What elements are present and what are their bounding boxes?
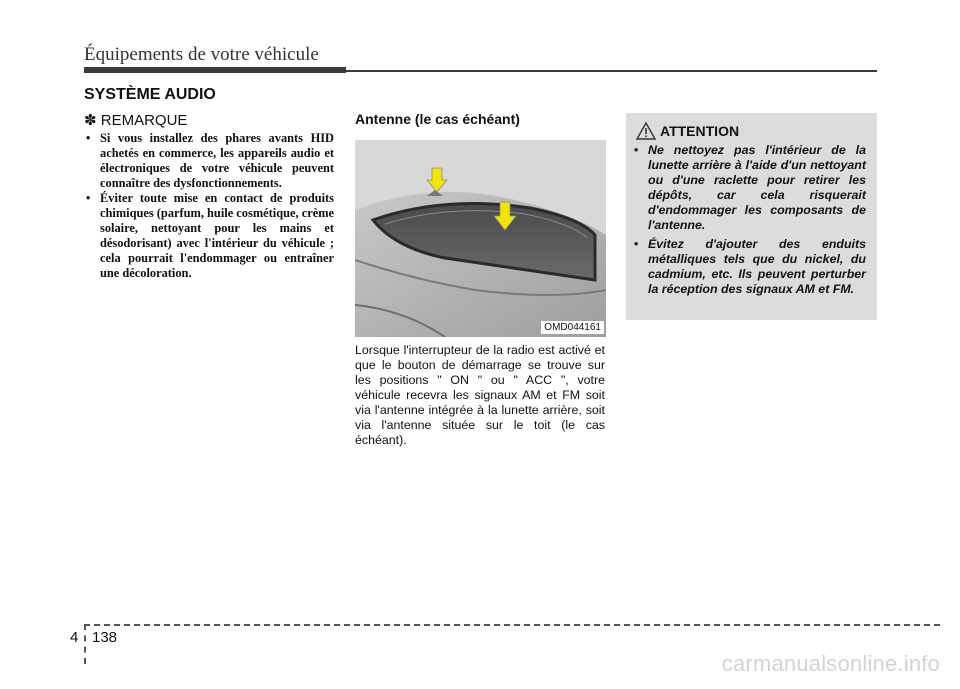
page-number: 138: [92, 629, 118, 646]
figure-code: OMD044161: [541, 321, 604, 334]
bullet-icon: •: [86, 131, 91, 145]
header-rule: [84, 67, 877, 73]
attention-box: [626, 113, 877, 320]
attention-header: [636, 122, 739, 140]
bullet-icon: •: [634, 143, 639, 157]
page-chapter-number: 4: [70, 629, 79, 646]
car-rear-window-figure: [355, 140, 606, 337]
attention-title: ATTENTION: [660, 123, 740, 139]
header-rule-thin: [346, 70, 877, 72]
attention-item: [634, 237, 866, 297]
antenna-body: Lorsque l'interrupteur de la radio est activé et que le bouton de démarrage se trouve sur les positions " ON " ou " ACC ", votre véhicule recevra les signaux AM et FM soit via l'antenne intégrée à la lunette arrière, soit via l'antenne située sur le toit (le cas échéant).: [355, 343, 605, 447]
attention-list: [634, 143, 866, 301]
remarque-item: [84, 131, 334, 191]
remarque-list: [84, 131, 334, 281]
watermark: carmanualsonline.info: [721, 651, 940, 676]
footer-divider: [84, 624, 86, 664]
remarque-item: [84, 191, 334, 281]
remarque-title: ✽ REMARQUE: [84, 112, 188, 129]
section-title: SYSTÈME AUDIO: [84, 86, 216, 103]
chapter-title: Équipements de votre véhicule: [84, 44, 319, 65]
car-illustration: [355, 140, 606, 337]
footer-rule: [84, 624, 940, 626]
warning-icon: [636, 122, 656, 140]
header-rule-thick: [84, 67, 346, 73]
attention-item: [634, 143, 866, 233]
bullet-icon: •: [86, 191, 91, 205]
bullet-icon: •: [634, 237, 639, 251]
remarque-item-text: Si vous installez des phares avants HID achetés en commerce, les appareils audio et électroniques de votre véhicule peuvent connaître des dysfonctionnements.: [100, 131, 334, 190]
remarque-item-text: Éviter toute mise en contact de produits chimiques (parfum, huile cosmétique, crème solaire, nettoyant pour les mains et désodorisant) avec l'intérieur du véhicule ; cela pourrait l'endommager ou entraîner une décoloration.: [100, 191, 335, 280]
antenna-title: Antenne (le cas échéant): [355, 111, 520, 127]
attention-item-text: Ne nettoyez pas l'intérieur de la lunette arrière à l'aide d'un nettoyant ou d'une raclette pour retirer les dépôts, car cela risquerait d'endommager les composants de l'antenne.: [648, 143, 866, 232]
attention-item-text: Évitez d'ajouter des enduits métalliques tels que du nickel, du cadmium, etc. Ils peuvent perturber la réception des signaux AM et FM.: [648, 237, 866, 296]
